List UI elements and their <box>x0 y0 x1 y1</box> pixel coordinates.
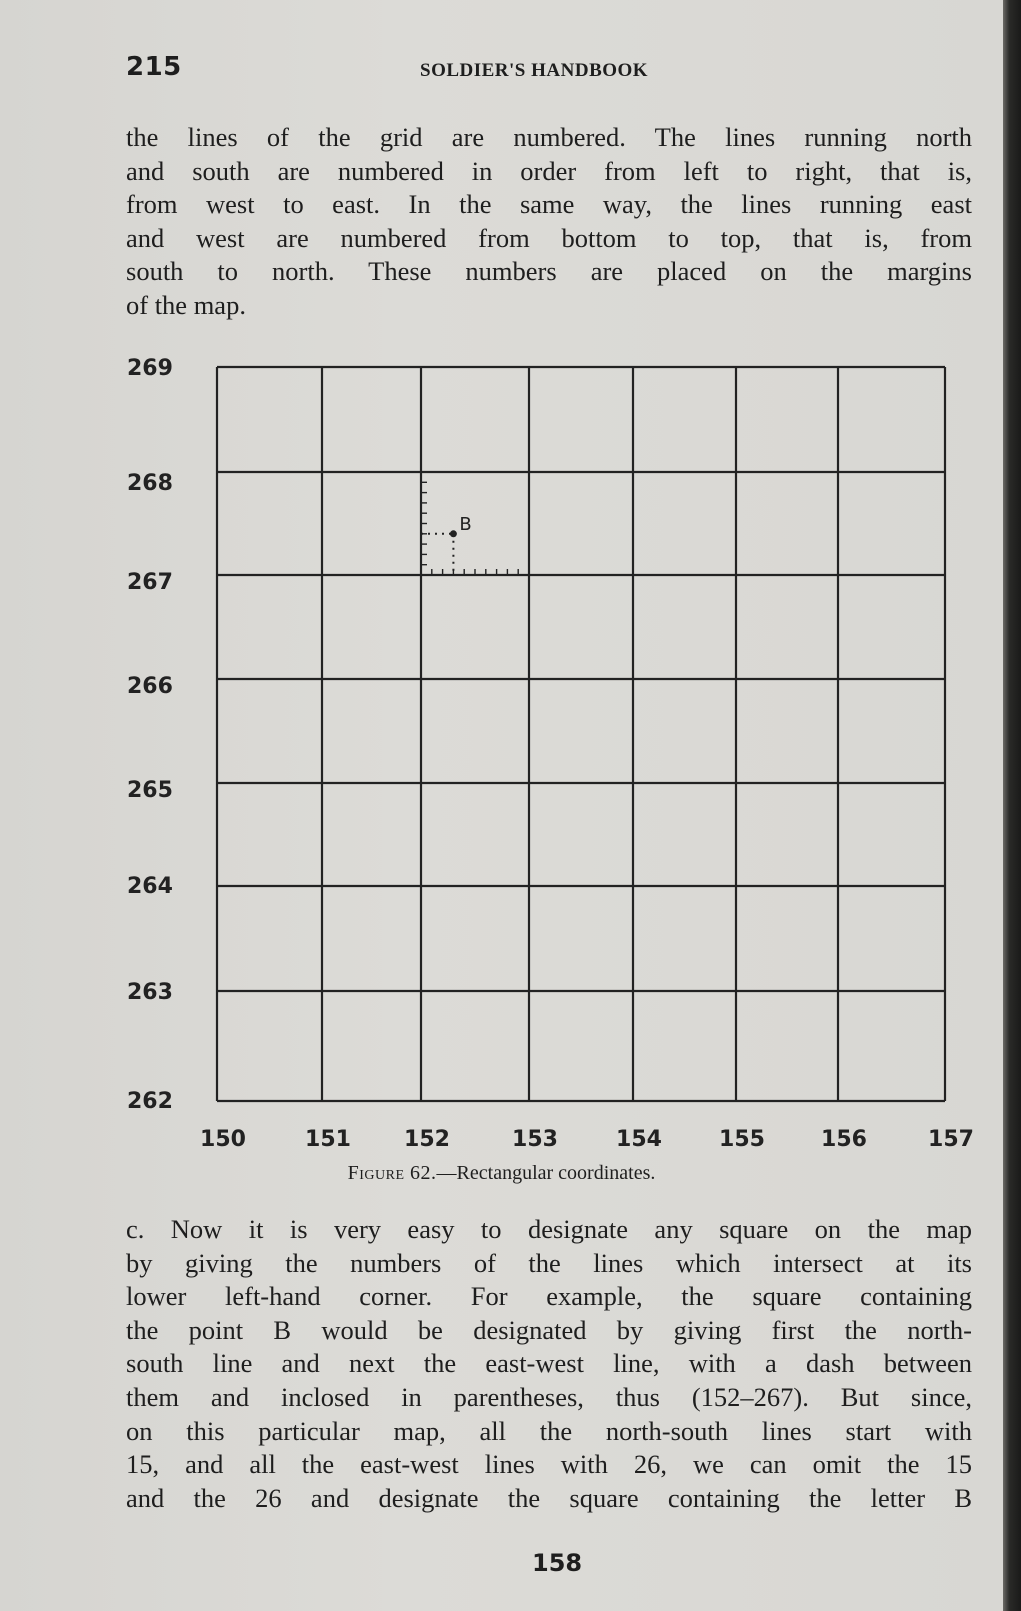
x-axis-label: 156 <box>821 1127 867 1152</box>
paragraph-line: and west are numbered from bottom to top, that is, from <box>126 222 972 253</box>
header-title: SOLDIER'S HANDBOOK <box>420 60 649 81</box>
x-axis-label: 153 <box>512 1127 558 1152</box>
paragraph-line: the lines of the grid are numbered. The lines running north <box>126 122 972 152</box>
paragraph-line: by giving the numbers of the lines which intersect at its <box>126 1247 972 1278</box>
x-axis-label: 155 <box>719 1127 765 1152</box>
book-binding <box>1003 0 1021 1611</box>
x-axis-label: 157 <box>928 1127 974 1152</box>
y-axis-labels <box>127 356 173 1114</box>
point-b-dot <box>450 530 457 537</box>
paragraph-line: lower left-hand corner. For example, the square containing <box>126 1281 972 1312</box>
y-axis-label: 267 <box>127 570 173 595</box>
paragraph-line: them and inclosed in parentheses, thus (152–267). But since, <box>126 1381 972 1412</box>
y-axis-label: 269 <box>127 356 173 381</box>
paragraph-line: the point B would be designated by giving first the north- <box>126 1314 972 1345</box>
point-b-marker <box>421 482 518 575</box>
paragraph-line: c. Now it is very easy to designate any square on the map <box>126 1214 972 1244</box>
paragraph-line: and the 26 and designate the square containing the letter B <box>126 1482 972 1513</box>
footer-page-number: 158 <box>532 1549 583 1577</box>
y-axis-label: 268 <box>127 471 173 496</box>
figure-caption-text: —Rectangular coordinates. <box>436 1162 656 1184</box>
x-axis-label: 152 <box>404 1127 450 1152</box>
paragraph-line: south to north. These numbers are placed on the margins <box>126 256 972 287</box>
paragraph-line: from west to east. In the same way, the lines running east <box>126 189 972 220</box>
grid-lines <box>217 367 945 1101</box>
paragraph-c <box>126 1213 972 1515</box>
paragraph-line: on this particular map, all the north-south lines start with <box>126 1415 972 1446</box>
point-b-label: B <box>459 513 472 535</box>
y-axis-label: 266 <box>127 674 173 699</box>
x-axis-label: 154 <box>616 1127 662 1152</box>
header-page-number: 215 <box>126 52 182 82</box>
x-axis-label: 151 <box>305 1127 351 1152</box>
y-axis-label: 263 <box>127 980 173 1005</box>
x-axis-labels <box>200 1127 974 1152</box>
y-axis-label: 265 <box>127 778 173 803</box>
paragraph-line: of the map. <box>126 289 246 320</box>
y-axis-label: 262 <box>127 1089 173 1114</box>
x-axis-label: 150 <box>200 1127 246 1152</box>
figure-caption <box>0 1162 1003 1185</box>
figure-caption-number: Figure 62. <box>347 1162 437 1184</box>
paragraph-line: south line and next the east-west line, with a dash between <box>126 1348 972 1379</box>
paragraph-line: and south are numbered in order from left to right, that is, <box>126 155 972 186</box>
y-axis-label: 264 <box>127 874 173 899</box>
paragraph-line: 15, and all the east-west lines with 26, we can omit the 15 <box>126 1449 972 1480</box>
